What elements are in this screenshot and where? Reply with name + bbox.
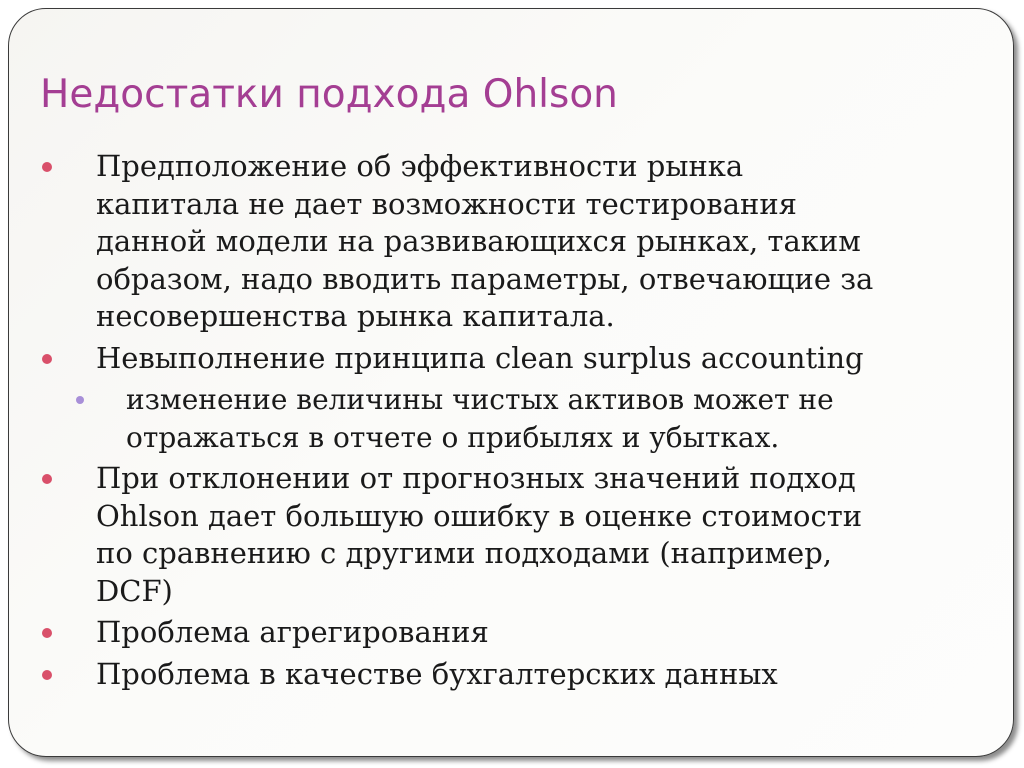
bullet-line: образом, надо вводить параметры, отвечающие за — [96, 261, 874, 296]
bullet-item-2 — [40, 340, 990, 378]
bullet-item-3 — [40, 460, 990, 610]
bullet-dot-icon — [42, 474, 52, 484]
bullet-line: Проблема агрегирования — [96, 615, 489, 649]
bullet-line: изменение величины чистых активов может не — [126, 383, 834, 416]
bullet-item-5 — [40, 656, 990, 694]
bullet-item-4 — [40, 614, 990, 652]
sub-bullet-dot-icon — [76, 396, 84, 404]
bullet-line: Предположение об эффективности рынка — [96, 149, 744, 183]
bullet-line: При отклонении от прогнозных значений подход — [96, 461, 856, 495]
bullet-item-1 — [40, 148, 990, 336]
slide-title: Недостатки подхода Ohlson — [40, 72, 618, 117]
bullet-line: по сравнению с другими подходами (например, — [96, 536, 832, 570]
bullet-line: DCF) — [96, 573, 173, 608]
bullet-line: Ohlson дает большую ошибку в оценке стоимости — [96, 498, 863, 533]
bullet-list — [40, 148, 990, 697]
bullet-line: несовершенства рынка капитала. — [96, 299, 615, 333]
bullet-dot-icon — [42, 354, 52, 364]
bullet-dot-icon — [42, 162, 52, 172]
bullet-dot-icon — [42, 628, 52, 638]
bullet-line: капитала не дает возможности тестирования — [96, 186, 797, 221]
sub-bullet-item-1 — [40, 381, 990, 456]
bullet-line: отражаться в отчете о прибылях и убытках. — [126, 420, 780, 454]
bullet-line: данной модели на развивающихся рынках, таким — [96, 224, 861, 258]
bullet-dot-icon — [42, 670, 52, 680]
bullet-line: Невыполнение принципа clean surplus accounting — [96, 340, 864, 375]
bullet-line: Проблема в качестве бухгалтерских данных — [96, 656, 778, 691]
